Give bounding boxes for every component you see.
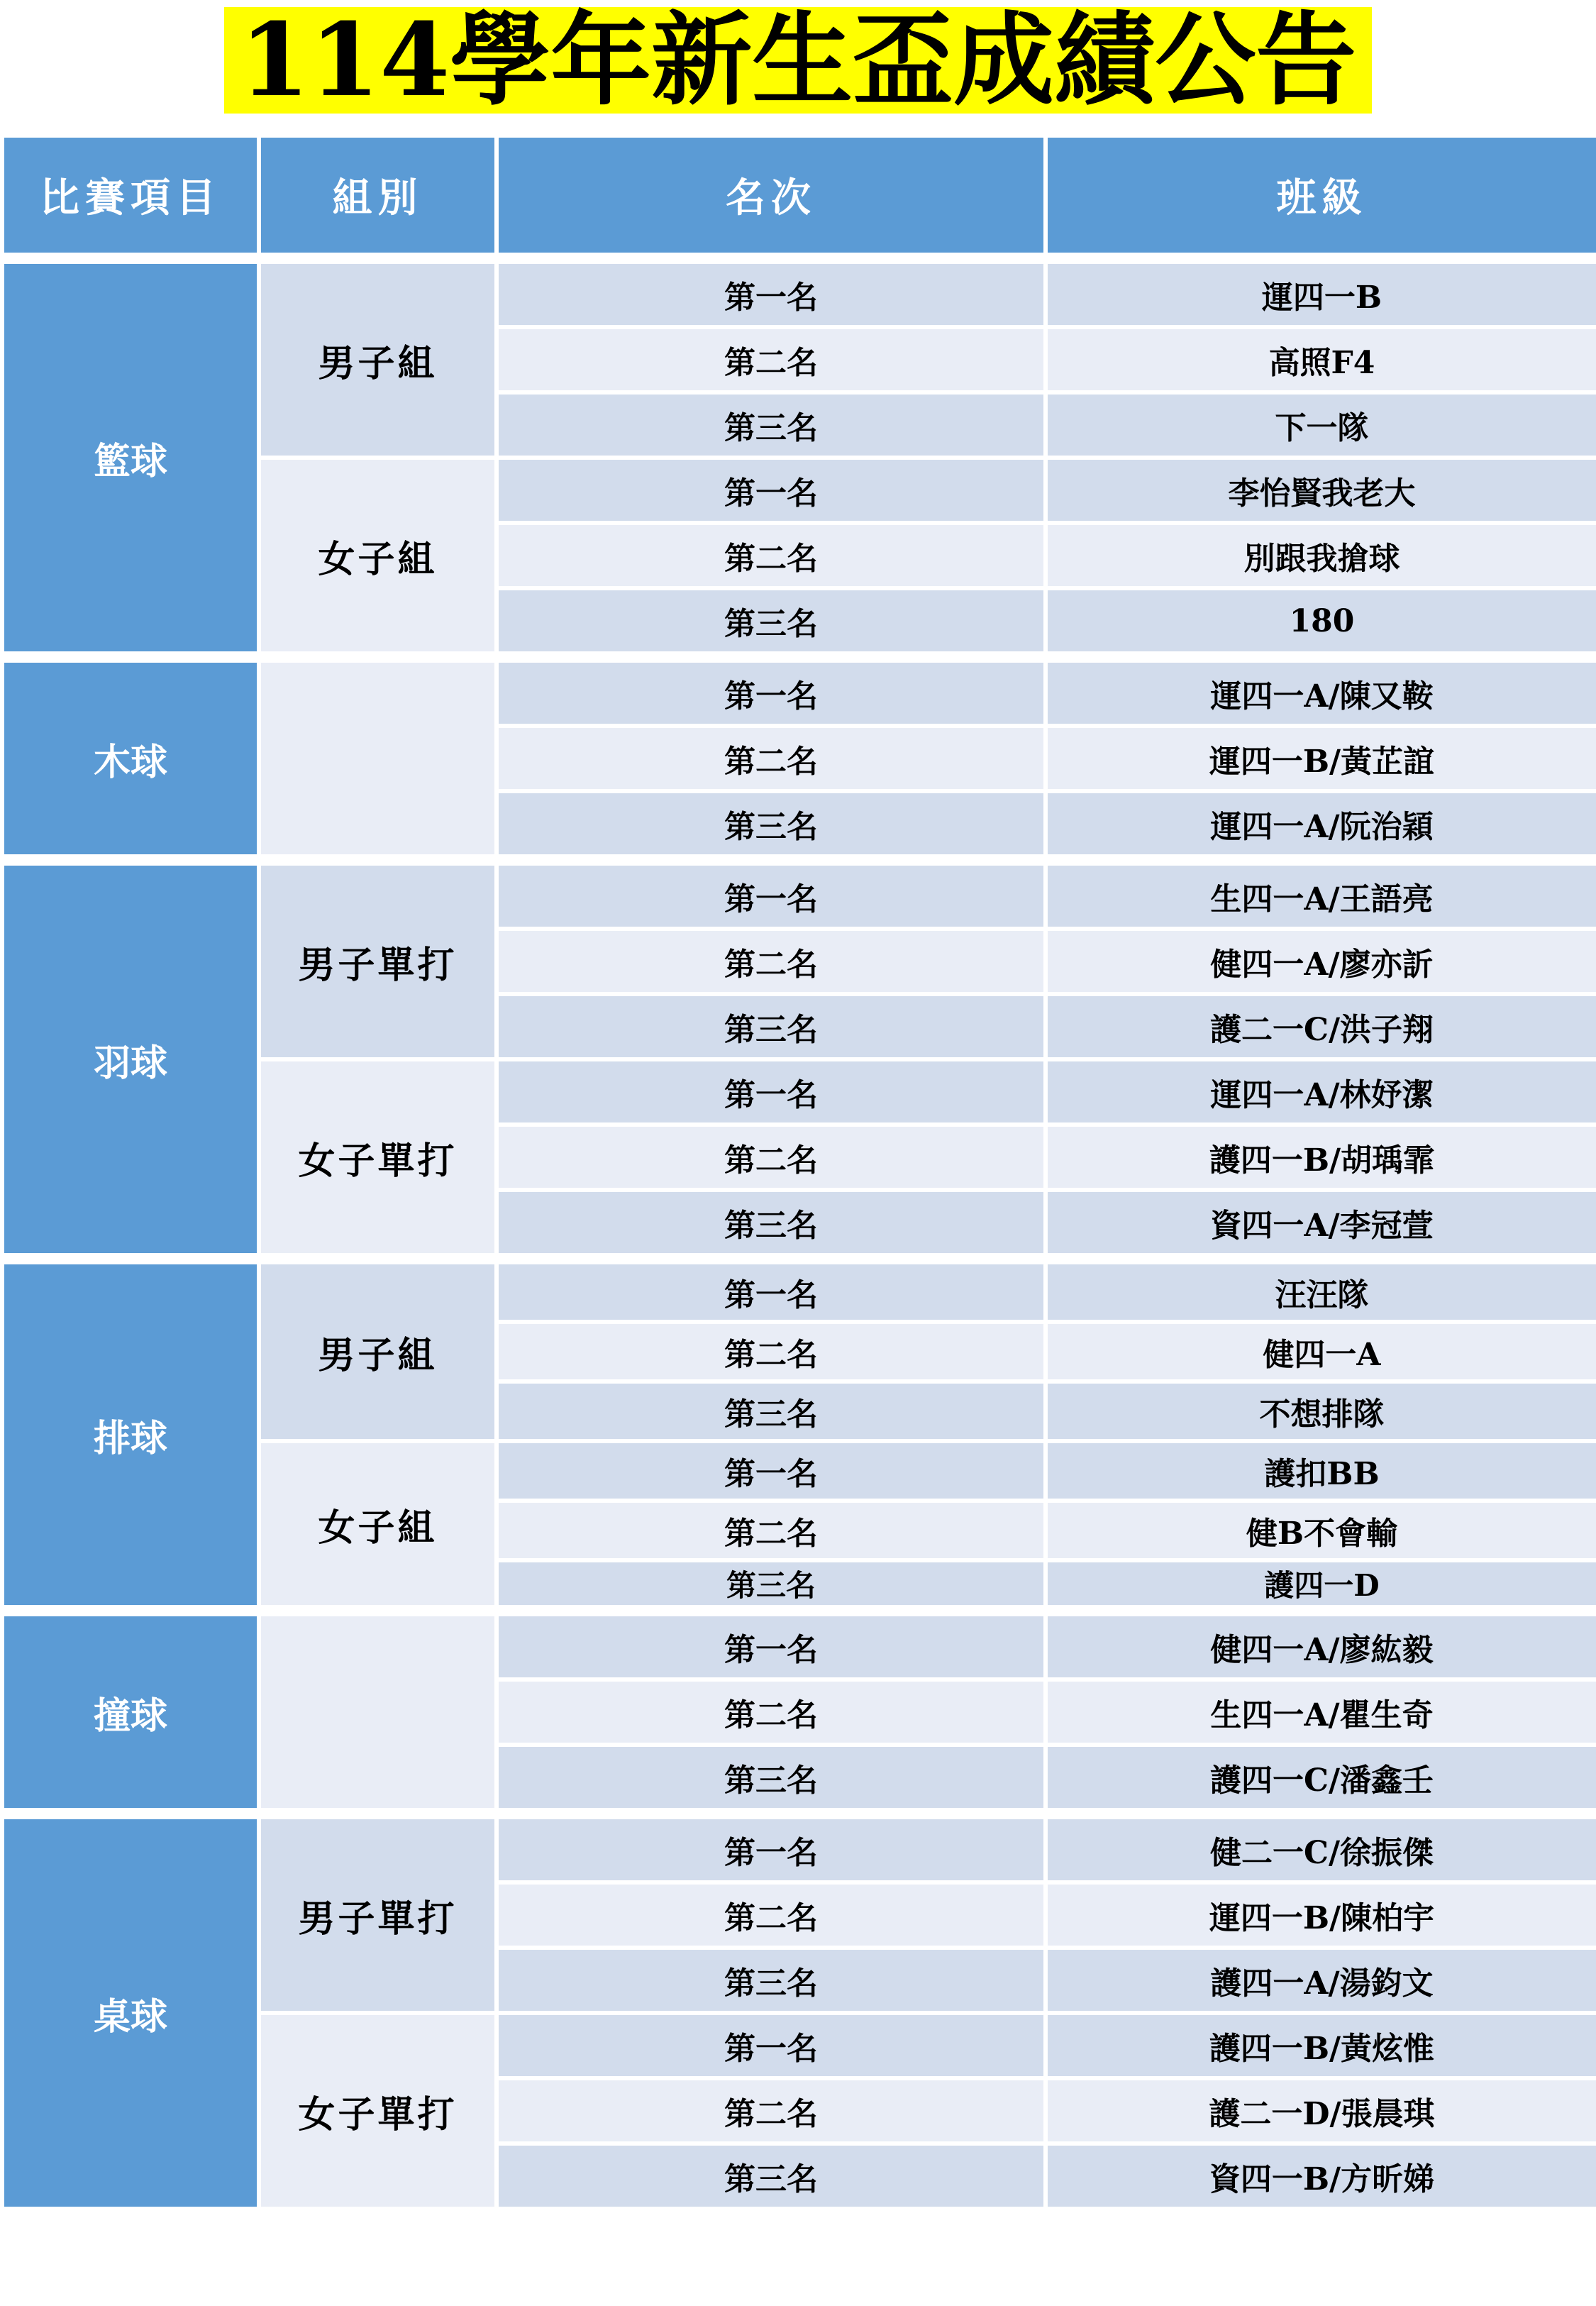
rank-cell: 第三名 [497, 392, 1046, 458]
result-row [2, 661, 1596, 726]
team-cell: 護四一B/黃炫惟 [1046, 2013, 1596, 2078]
team-cell: 運四一B/陳柏宇 [1046, 1882, 1596, 1948]
result-row [2, 864, 1596, 929]
rank-cell: 第三名 [497, 1560, 1046, 1607]
group-name: 女子組 [259, 1441, 497, 1607]
rank-cell: 第二名 [497, 523, 1046, 588]
team-cell: 高照F4 [1046, 327, 1596, 392]
rank-cell: 第二名 [497, 2078, 1046, 2144]
event-name: 籃球 [2, 262, 259, 653]
team-cell: 生四一A/王語亮 [1046, 864, 1596, 929]
group-name [259, 1614, 497, 1810]
team-cell: 護二一D/張晨琪 [1046, 2078, 1596, 2144]
team-cell: 健二一C/徐振傑 [1046, 1817, 1596, 1882]
rank-cell: 第二名 [497, 327, 1046, 392]
event-name: 撞球 [2, 1614, 259, 1810]
team-cell: 運四一A/阮治穎 [1046, 791, 1596, 856]
header-rank: 名次 [497, 136, 1046, 255]
team-cell: 護四一C/潘鑫壬 [1046, 1745, 1596, 1810]
team-cell: 運四一B/黃芷誼 [1046, 726, 1596, 791]
rank-cell: 第一名 [497, 661, 1046, 726]
team-cell: 運四一A/林妤潔 [1046, 1059, 1596, 1125]
results-table [0, 133, 1596, 2211]
group-name: 女子組 [259, 458, 497, 653]
team-cell: 李怡賢我老大 [1046, 458, 1596, 523]
event-name: 木球 [2, 661, 259, 856]
team-cell: 護二一C/洪子翔 [1046, 994, 1596, 1059]
rank-cell: 第一名 [497, 1262, 1046, 1322]
rank-cell: 第一名 [497, 2013, 1046, 2078]
rank-cell: 第二名 [497, 1322, 1046, 1381]
group-name [259, 661, 497, 856]
rank-cell: 第一名 [497, 262, 1046, 327]
header-row [2, 136, 1596, 255]
team-cell: 別跟我搶球 [1046, 523, 1596, 588]
header-team: 班級 [1046, 136, 1596, 255]
rank-cell: 第一名 [497, 1059, 1046, 1125]
rank-cell: 第二名 [497, 1882, 1046, 1948]
rank-cell: 第一名 [497, 864, 1046, 929]
group-name: 男子組 [259, 262, 497, 458]
team-cell: 健B不會輸 [1046, 1501, 1596, 1560]
results-body [2, 262, 1596, 2209]
team-cell: 汪汪隊 [1046, 1262, 1596, 1322]
rank-cell: 第三名 [497, 994, 1046, 1059]
result-row [2, 1817, 1596, 1882]
rank-cell: 第一名 [497, 1817, 1046, 1882]
rank-cell: 第二名 [497, 1125, 1046, 1190]
rank-cell: 第一名 [497, 1441, 1046, 1501]
rank-cell: 第二名 [497, 929, 1046, 994]
team-cell: 護四一B/胡瑀霏 [1046, 1125, 1596, 1190]
team-cell: 運四一B [1046, 262, 1596, 327]
team-cell: 健四一A/廖紘毅 [1046, 1614, 1596, 1679]
rank-cell: 第三名 [497, 1745, 1046, 1810]
team-cell: 護扣BB [1046, 1441, 1596, 1501]
event-name: 羽球 [2, 864, 259, 1255]
rank-cell: 第一名 [497, 458, 1046, 523]
team-cell: 護四一A/湯鈞文 [1046, 1948, 1596, 2013]
team-cell: 健四一A/廖亦訢 [1046, 929, 1596, 994]
group-name: 男子單打 [259, 864, 497, 1059]
result-row [2, 262, 1596, 327]
rank-cell: 第三名 [497, 791, 1046, 856]
rank-cell: 第三名 [497, 2144, 1046, 2209]
rank-cell: 第三名 [497, 588, 1046, 653]
header-group: 組別 [259, 136, 497, 255]
team-cell: 下一隊 [1046, 392, 1596, 458]
rank-cell: 第一名 [497, 1614, 1046, 1679]
rank-cell: 第二名 [497, 1679, 1046, 1745]
event-name: 排球 [2, 1262, 259, 1607]
team-cell: 資四一A/李冠萱 [1046, 1190, 1596, 1255]
rank-cell: 第二名 [497, 726, 1046, 791]
group-name: 女子單打 [259, 2013, 497, 2209]
result-row [2, 1262, 1596, 1322]
page-title: 114學年新生盃成績公告 [224, 7, 1372, 114]
group-name: 男子單打 [259, 1817, 497, 2013]
team-cell: 健四一A [1046, 1322, 1596, 1381]
team-cell: 護四一D [1046, 1560, 1596, 1607]
team-cell: 資四一B/方昕娣 [1046, 2144, 1596, 2209]
rank-cell: 第三名 [497, 1381, 1046, 1441]
team-cell: 生四一A/瞿生奇 [1046, 1679, 1596, 1745]
group-name: 女子單打 [259, 1059, 497, 1255]
team-cell: 運四一A/陳又鞍 [1046, 661, 1596, 726]
group-name: 男子組 [259, 1262, 497, 1441]
team-cell: 180 [1046, 588, 1596, 653]
header-event: 比賽項目 [2, 136, 259, 255]
rank-cell: 第三名 [497, 1948, 1046, 2013]
team-cell: 不想排隊 [1046, 1381, 1596, 1441]
rank-cell: 第三名 [497, 1190, 1046, 1255]
result-row [2, 1614, 1596, 1679]
event-name: 桌球 [2, 1817, 259, 2209]
rank-cell: 第二名 [497, 1501, 1046, 1560]
